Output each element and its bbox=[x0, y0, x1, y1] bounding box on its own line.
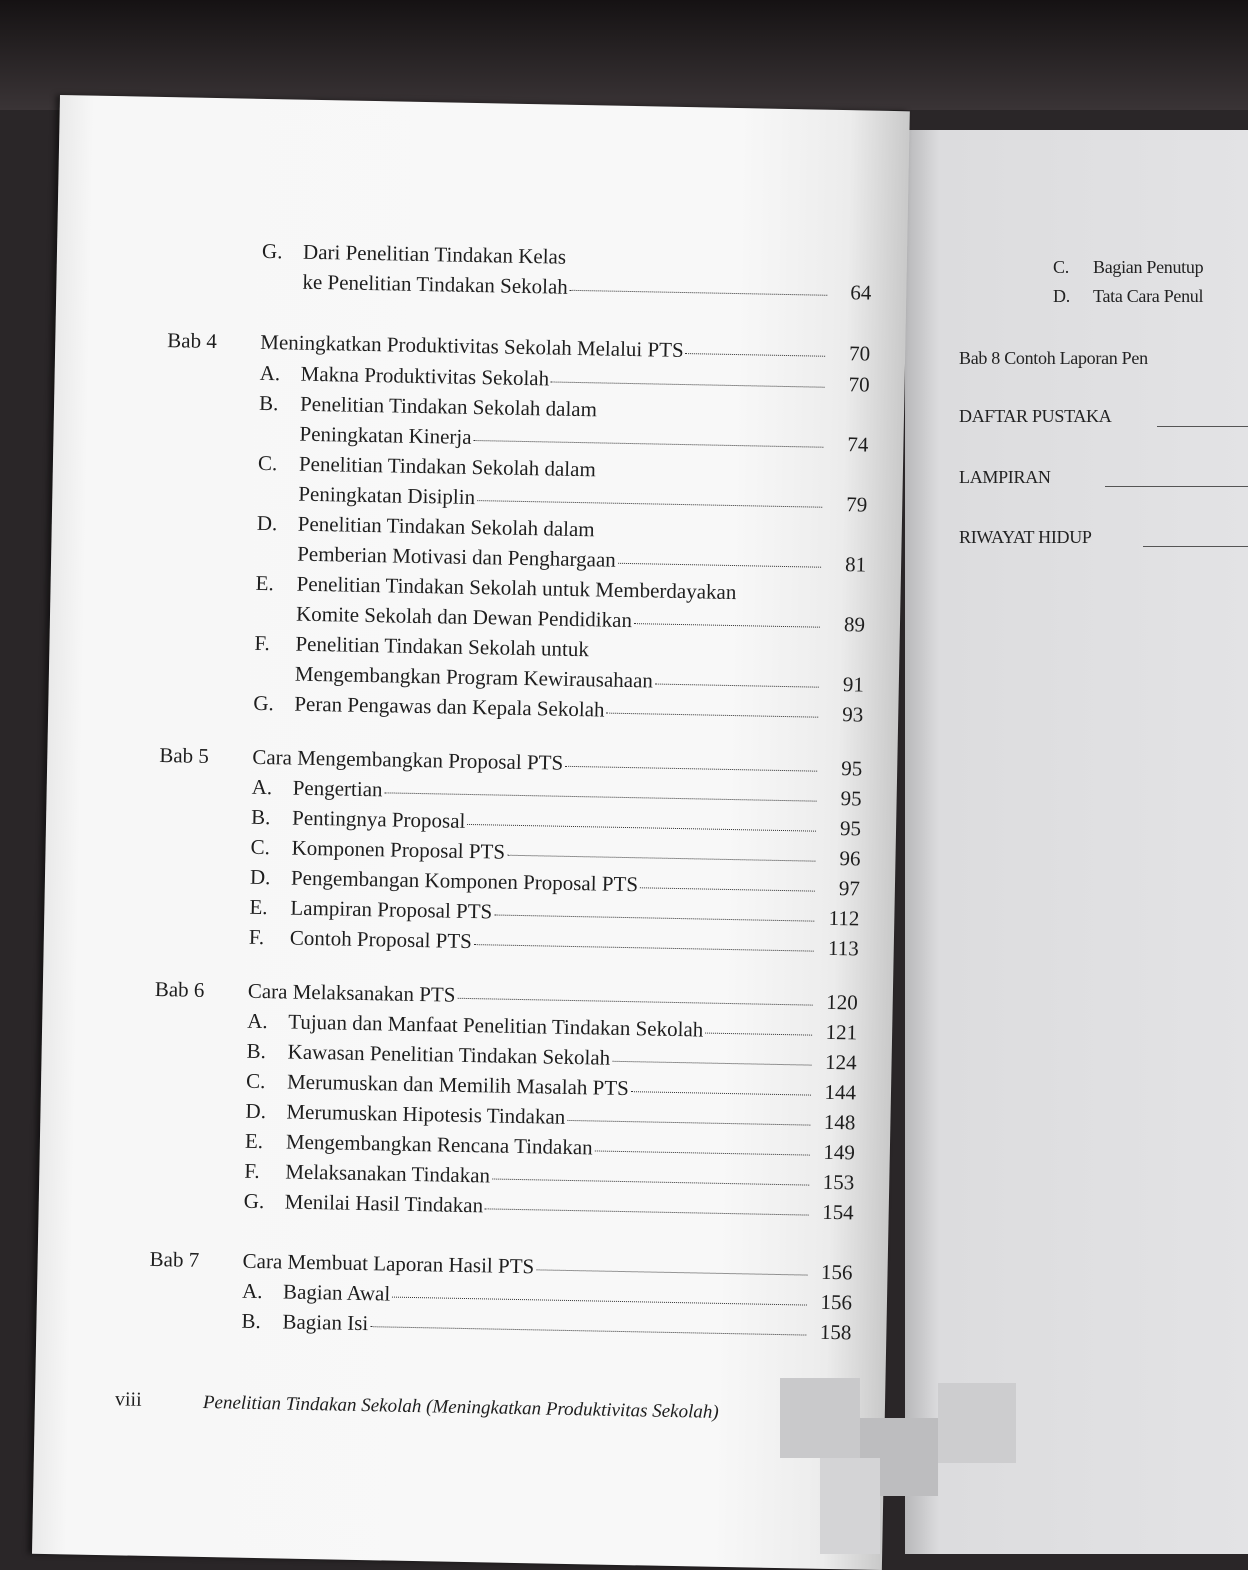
toc-item-label: E. bbox=[255, 570, 274, 596]
dot-leader bbox=[606, 713, 818, 718]
toc-item-line1: Penelitian Tindakan Sekolah untuk Memberdayakan bbox=[296, 571, 737, 605]
dot-leader bbox=[474, 944, 814, 952]
toc-page-number: 70 bbox=[848, 341, 871, 366]
toc-chapter-title: Cara Mengembangkan Proposal PTS bbox=[252, 744, 564, 775]
dot-leader bbox=[457, 998, 812, 1006]
toc-page-number: 112 bbox=[828, 905, 860, 931]
toc-item-title: Mengembangkan Rencana Tindakan bbox=[285, 1129, 593, 1160]
toc-page-number: 91 bbox=[842, 672, 865, 697]
toc-item-title: Merumuskan Hipotesis Tindakan bbox=[286, 1099, 566, 1129]
table-of-contents bbox=[32, 95, 910, 1570]
toc-item-label: A. bbox=[259, 360, 281, 386]
toc-item-label: B. bbox=[250, 804, 271, 830]
toc-chapter-title: Cara Membuat Laporan Hasil PTS bbox=[242, 1248, 535, 1279]
dot-leader bbox=[567, 1120, 810, 1126]
dot-leader bbox=[507, 855, 815, 862]
toc-item-title: Pentingnya Proposal bbox=[291, 805, 466, 833]
dot-leader bbox=[640, 887, 815, 891]
dot-leader bbox=[686, 353, 826, 357]
toc-chapter-label: Bab 6 bbox=[154, 976, 205, 1002]
toc-item-title: Komite Sekolah dan Dewan Pendidikan bbox=[295, 601, 633, 633]
toc-chapter-label: Bab 5 bbox=[159, 743, 210, 768]
dot-leader bbox=[467, 824, 816, 832]
toc-item-title: Bagian Awal bbox=[282, 1279, 391, 1306]
toc-page-number: 97 bbox=[838, 876, 861, 901]
toc-item-title: Komponen Proposal PTS bbox=[291, 835, 506, 864]
toc-item-title: Menilai Hasil Tindakan bbox=[284, 1189, 484, 1218]
toc-chapter-title: Cara Melaksanakan PTS bbox=[247, 978, 456, 1007]
footer-page-number: viii bbox=[114, 1388, 142, 1411]
toc-item-title: Peningkatan Kinerja bbox=[299, 421, 472, 449]
right-lampiran: LAMPIRAN bbox=[959, 467, 1051, 487]
toc-item-label: B. bbox=[258, 390, 279, 416]
dot-leader bbox=[551, 381, 824, 387]
toc-page-number: 156 bbox=[820, 1289, 853, 1315]
toc-item-title: Pemberian Motivasi dan Penghargaan bbox=[297, 541, 617, 572]
toc-item-title: ke Penelitian Tindakan Sekolah bbox=[302, 269, 569, 299]
background-shadow bbox=[0, 0, 1248, 110]
toc-item-label: B. bbox=[246, 1038, 267, 1064]
dot-leader bbox=[631, 1091, 811, 1095]
toc-page-number: 95 bbox=[840, 756, 863, 781]
toc-page-number: 74 bbox=[847, 432, 869, 457]
toc-item-line1: Penelitian Tindakan Sekolah dalam bbox=[297, 511, 595, 542]
toc-page-number: 113 bbox=[827, 935, 859, 961]
decorative-square bbox=[780, 1378, 860, 1458]
right-riwayat-hidup: RIWAYAT HIDUP bbox=[959, 527, 1092, 547]
right-page bbox=[905, 130, 1248, 1554]
toc-page-number: 158 bbox=[819, 1319, 852, 1345]
toc-item-label: E. bbox=[249, 894, 268, 920]
left-page bbox=[32, 95, 910, 1570]
dot-leader bbox=[536, 1269, 807, 1275]
toc-item-title: Pengertian bbox=[292, 775, 383, 802]
toc-page-number: 153 bbox=[822, 1169, 855, 1195]
decorative-square bbox=[820, 1458, 880, 1554]
toc-item-label: D. bbox=[256, 510, 278, 536]
toc-chapter-label: Bab 7 bbox=[149, 1246, 200, 1272]
toc-item-title: Lampiran Proposal PTS bbox=[290, 895, 493, 924]
toc-item-title: Bagian Isi bbox=[282, 1309, 369, 1336]
toc-item-title: Merumuskan dan Memilih Masalah PTS bbox=[286, 1069, 630, 1101]
toc-page-number: 124 bbox=[824, 1049, 857, 1075]
toc-page-number: 96 bbox=[839, 846, 861, 871]
toc-page-number: 93 bbox=[842, 702, 864, 727]
toc-page-number: 156 bbox=[820, 1259, 853, 1285]
dot-leader bbox=[392, 1297, 807, 1306]
dot-leader bbox=[618, 563, 821, 568]
toc-page-number: 95 bbox=[840, 786, 862, 811]
toc-item-label: E. bbox=[244, 1128, 264, 1154]
toc-item-label: A. bbox=[251, 774, 273, 800]
dot-leader bbox=[384, 792, 816, 801]
right-item-d-label: D. bbox=[1053, 286, 1070, 306]
dot-leader bbox=[655, 684, 819, 688]
dot-leader bbox=[612, 1061, 811, 1066]
dot-leader bbox=[565, 766, 817, 772]
toc-chapter-label: Bab 4 bbox=[167, 328, 218, 354]
right-item-c-label: C. bbox=[1053, 257, 1069, 277]
toc-item-label: D. bbox=[245, 1098, 267, 1124]
dot-leader bbox=[494, 914, 814, 921]
toc-page-number: 89 bbox=[843, 612, 866, 637]
toc-page-number: 70 bbox=[848, 372, 870, 397]
dot-leader bbox=[477, 500, 822, 508]
footer-book-title: Penelitian Tindakan Sekolah (Meningkatkan Produktivitas Sekolah) bbox=[202, 1391, 719, 1423]
toc-page-number: 154 bbox=[821, 1199, 854, 1225]
toc-item-title: Makna Produktivitas Sekolah bbox=[300, 361, 550, 391]
toc-item-label: C. bbox=[250, 834, 271, 860]
dot-leader bbox=[485, 1208, 809, 1215]
toc-item-line1: Dari Penelitian Tindakan Kelas bbox=[302, 239, 567, 269]
toc-item-line1: Penelitian Tindakan Sekolah untuk bbox=[295, 631, 590, 662]
toc-item-title: Peran Pengawas dan Kepala Sekolah bbox=[294, 691, 605, 722]
right-bab8: Bab 8 Contoh Laporan Pen bbox=[959, 348, 1148, 368]
toc-item-label: C. bbox=[245, 1068, 266, 1094]
toc-item-title: Peningkatan Disiplin bbox=[298, 481, 476, 510]
dot-leader bbox=[370, 1326, 806, 1335]
toc-item-label: G. bbox=[261, 238, 283, 264]
toc-item-title: Kawasan Penelitian Tindakan Sekolah bbox=[287, 1039, 611, 1070]
toc-item-label: F. bbox=[248, 924, 265, 950]
right-item-d-title: Tata Cara Penul bbox=[1093, 286, 1204, 306]
decorative-square bbox=[938, 1383, 1016, 1463]
dot-leader bbox=[634, 623, 820, 628]
toc-item-title: Melaksanakan Tindakan bbox=[285, 1159, 491, 1188]
toc-page-number: 148 bbox=[823, 1109, 856, 1135]
toc-item-label: F. bbox=[254, 630, 270, 656]
right-dotted-line bbox=[1143, 546, 1248, 547]
right-daftar-pustaka: DAFTAR PUSTAKA bbox=[959, 406, 1112, 426]
right-dotted-line bbox=[1105, 486, 1248, 487]
toc-item-line1: Penelitian Tindakan Sekolah dalam bbox=[299, 391, 598, 422]
toc-item-title: Mengembangkan Program Kewirausahaan bbox=[294, 661, 654, 693]
toc-item-label: G. bbox=[253, 690, 275, 716]
toc-item-label: A. bbox=[247, 1008, 268, 1034]
dot-leader bbox=[705, 1033, 812, 1036]
toc-item-title: Tujuan dan Manfaat Penelitian Tindakan Sekolah bbox=[288, 1009, 704, 1042]
dot-leader bbox=[595, 1150, 810, 1155]
toc-item-label: C. bbox=[257, 450, 278, 476]
toc-item-line1: Penelitian Tindakan Sekolah dalam bbox=[298, 451, 597, 482]
toc-page-number: 95 bbox=[839, 816, 862, 841]
toc-item-title: Contoh Proposal PTS bbox=[289, 925, 473, 954]
toc-page-number: 81 bbox=[844, 552, 867, 577]
toc-item-label: D. bbox=[249, 864, 271, 890]
toc-page-number: 79 bbox=[846, 492, 868, 517]
toc-item-title: Pengembangan Komponen Proposal PTS bbox=[290, 865, 639, 897]
dot-leader bbox=[473, 440, 823, 448]
toc-chapter-title: Meningkatkan Produktivitas Sekolah Melalui PTS bbox=[260, 329, 684, 363]
dot-leader bbox=[492, 1178, 809, 1185]
toc-item-label: G. bbox=[243, 1188, 265, 1214]
toc-page-number: 121 bbox=[825, 1019, 858, 1045]
right-item-c-title: Bagian Penutup bbox=[1093, 257, 1204, 277]
toc-page-number: 120 bbox=[826, 989, 858, 1015]
toc-page-number: 64 bbox=[850, 280, 872, 305]
toc-page-number: 149 bbox=[823, 1139, 856, 1165]
dot-leader bbox=[570, 290, 828, 296]
toc-item-label: F. bbox=[244, 1158, 260, 1184]
toc-item-label: A. bbox=[241, 1278, 263, 1304]
right-dotted-line bbox=[1157, 426, 1248, 427]
toc-item-label: B. bbox=[241, 1308, 261, 1334]
toc-page-number: 144 bbox=[824, 1079, 857, 1105]
